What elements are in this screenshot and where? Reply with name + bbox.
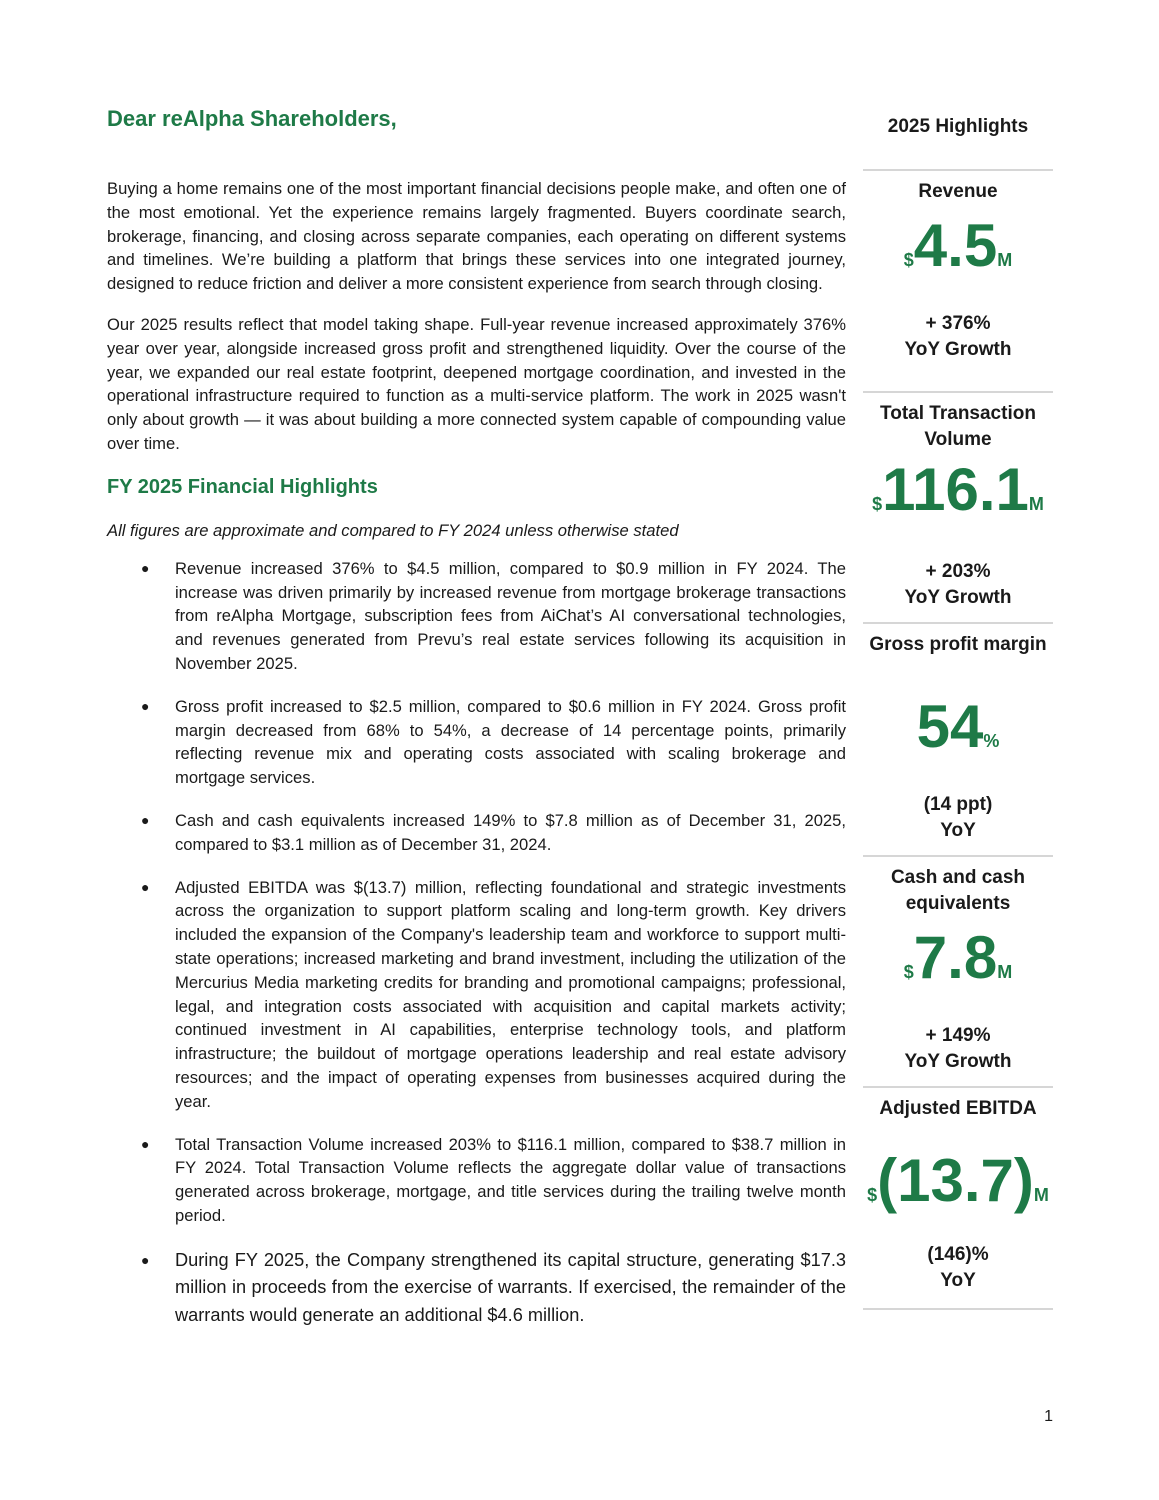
results-paragraph: Our 2025 results reflect that model taking shape. Full-year revenue increased approximately 376% year over year, alongside increased gross profit and strengthened liquidity. Over the course of the year, we expanded our real estate footprint, deepened mortgage coordination, and invested in the operational infrastructure required to function as a multi-service platform. The work in 2025 wasn't only about growth — it was about building a more connected system capable of compounding value over time. bbox=[107, 314, 846, 453]
list-item-gross-profit bbox=[107, 695, 846, 790]
bullet-icon: ● bbox=[141, 697, 150, 714]
bullet-icon: ● bbox=[141, 811, 150, 828]
list-item-adjusted-ebitda bbox=[107, 876, 846, 1114]
card-change: (146)% YoY bbox=[927, 1244, 989, 1291]
list-item-revenue bbox=[107, 557, 846, 676]
card-value: $7.8M bbox=[903, 924, 1013, 991]
card-label: Adjusted EBITDA bbox=[879, 1098, 1037, 1119]
list-item-transaction-volume bbox=[107, 1133, 846, 1228]
card-value: 54% bbox=[916, 693, 1000, 760]
bullet-icon: ● bbox=[141, 559, 150, 576]
revenue-card bbox=[863, 171, 1053, 391]
card-value: $(13.7)M bbox=[867, 1147, 1049, 1214]
card-label: Total Transaction Volume bbox=[880, 403, 1036, 450]
bullet-icon: ● bbox=[141, 1135, 150, 1152]
bullet-text: Revenue increased 376% to $4.5 million, compared to $0.9 million in FY 2024. The increase was driven primarily by increased revenue from mortgage brokerage transactions from reAlpha Mortgage, subscription fees from AiChat’s AI conversational technologies, and revenues generated from Prevu’s real estate services following its acquisition in November 2025. bbox=[175, 558, 846, 673]
gross-margin-card bbox=[863, 624, 1053, 855]
card-change: (14 ppt) YoY bbox=[923, 794, 993, 841]
list-item-cash bbox=[107, 809, 846, 857]
card-change: + 203% YoY Growth bbox=[904, 561, 1012, 608]
card-label: Revenue bbox=[918, 181, 998, 202]
financial-highlights-title: FY 2025 Financial Highlights bbox=[107, 475, 378, 498]
intro-paragraph: Buying a home remains one of the most important financial decisions people make, and often one of the most emotional. Yet the experience remains largely fragmented. Buyers coordinate search, brokerage, financing, and closing across separate companies, each operating on different systems and timelines. We’re building a platform that brings these services into one integrated journey, designed to reduce friction and deliver a more consistent experience from search through closing. bbox=[107, 179, 846, 294]
bullet-icon: ● bbox=[141, 878, 150, 895]
bullet-text: During FY 2025, the Company strengthened its capital structure, generating $17.3 million in proceeds from the exercise of warrants. If exercised, the remainder of the warrants would generate an additional $4.6 million. bbox=[175, 1249, 846, 1325]
bullet-text: Adjusted EBITDA was $(13.7) million, reflecting foundational and strategic investments across the organization to support platform scaling and long-term growth. Key drivers included the expansion of the Company's leadership team and workforce to support multi-state operations; increased marketing and brand investment, including the utilization of the Mercurius Media marketing credits for branding and promotional campaigns; professional, legal, and integration costs associated with acquisition and capital markets activity; continued investment in AI capabilities, enterprise technology tools, and platform infrastructure; the buildout of mortgage operations leadership and real estate advisory resources; and the impact of operating expenses from businesses acquired during the year. bbox=[175, 877, 846, 1111]
card-change: + 376% YoY Growth bbox=[904, 313, 1012, 360]
card-value: $116.1M bbox=[872, 456, 1044, 523]
page-number: 1 bbox=[1044, 1408, 1053, 1425]
card-value: $4.5M bbox=[903, 212, 1013, 279]
bullet-text: Gross profit increased to $2.5 million, compared to $0.6 million in FY 2024. Gross profit margin decreased from 68% to 54%, a decrease of 14 percentage points, primarily reflecting revenue mix and operating costs associated with scaling brokerage and mortgage services. bbox=[175, 696, 846, 788]
salutation: Dear reAlpha Shareholders, bbox=[107, 106, 397, 131]
bullet-icon: ● bbox=[141, 1251, 150, 1268]
card-label: Cash and cash equivalents bbox=[890, 867, 1026, 914]
card-change: + 149% YoY Growth bbox=[904, 1025, 1012, 1072]
figures-note: All figures are approximate and compared to FY 2024 unless otherwise stated bbox=[107, 520, 679, 540]
highlights-title: 2025 Highlights bbox=[887, 116, 1029, 137]
divider bbox=[863, 1308, 1053, 1310]
card-label: Gross profit margin bbox=[869, 634, 1047, 655]
transaction-volume-card bbox=[863, 393, 1053, 622]
adjusted-ebitda-card bbox=[863, 1088, 1053, 1308]
financial-highlights-list bbox=[107, 557, 846, 1330]
highlights-sidebar bbox=[863, 104, 1053, 1310]
bullet-text: Total Transaction Volume increased 203% to $116.1 million, compared to $38.7 million in FY 2024. Total Transaction Volume reflects the aggregate dollar value of transactions generated across brokerage, mortgage, and title services during the trailing twelve month period. bbox=[175, 1134, 846, 1225]
list-item-capital-structure bbox=[107, 1247, 846, 1330]
cash-card bbox=[863, 857, 1053, 1086]
letter-body bbox=[107, 106, 846, 1348]
bullet-text: Cash and cash equivalents increased 149% to $7.8 million as of December 31, 2025, compared to $3.1 million as of December 31, 2024. bbox=[175, 810, 846, 854]
